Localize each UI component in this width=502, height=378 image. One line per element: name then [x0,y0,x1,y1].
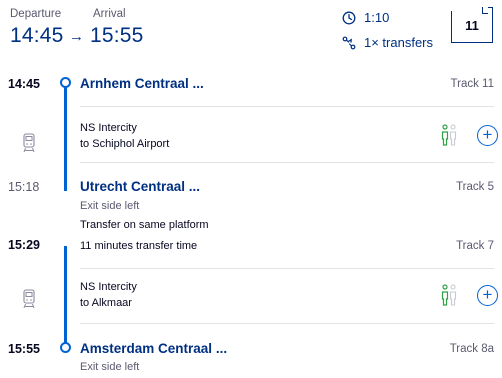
transfers-value: 1× transfers [364,35,434,50]
stop-station[interactable] [80,179,200,194]
duration [342,10,389,25]
stop-station[interactable] [80,76,204,91]
timeline-rail-leg-1 [64,86,67,191]
arrow-icon: → [69,28,85,45]
stop-time: 14:45 [8,77,40,91]
arrival-label: Arrival [93,8,126,20]
stop-track: Track 5 [456,181,494,193]
arrival-time: 15:55 [90,24,144,47]
leg-info [80,120,169,152]
timeline-node-end [60,342,71,353]
duration-value: 1:10 [364,10,390,25]
timeline-rail-leg-2 [64,246,67,350]
leg-info [80,279,137,311]
track-badge-number: 11 [465,18,479,33]
stop-track: Track 8a [449,343,494,355]
train-name: NS Intercity [80,281,137,293]
train-icon [22,289,36,309]
timeline-node-start [60,77,71,88]
train-icon [22,133,36,153]
add-button[interactable]: + [477,285,498,306]
clock-icon [342,11,356,25]
divider [80,268,494,269]
transfers [342,35,433,50]
station-name[interactable]: Utrecht Centraal [80,179,186,194]
stop-time: 15:55 [8,342,40,356]
stop-track: Track 7 [456,240,494,252]
add-button[interactable]: + [477,125,498,146]
train-name: NS Intercity [80,122,137,134]
exit-side-note: Exit side left [80,361,140,373]
transfer-time: 11 minutes transfer time [80,240,198,252]
divider [80,106,494,107]
exit-side-note: Exit side left [80,200,140,212]
occupancy-icon [441,124,457,146]
station-more-button[interactable]: ... [188,179,201,194]
station-more-button[interactable]: ... [215,341,228,356]
occupancy-icon [441,284,457,306]
train-direction: to Alkmaar [80,297,132,309]
station-name[interactable]: Arnhem Centraal [80,76,189,91]
station-more-button[interactable]: ... [192,76,204,91]
departure-label: Departure [10,8,62,20]
divider [80,323,494,324]
track-badge [451,7,493,43]
transfer-icon [342,36,356,50]
transfer-note: Transfer on same platform [80,219,209,231]
train-direction: to Schiphol Airport [80,138,170,150]
station-name[interactable]: Amsterdam Centraal [80,341,213,356]
stop-station[interactable] [80,341,227,356]
stop-time: 15:18 [8,180,40,194]
divider [80,162,494,163]
stop-time: 15:29 [8,238,40,252]
stop-track: Track 11 [450,78,494,90]
departure-time: 14:45 [10,24,64,47]
